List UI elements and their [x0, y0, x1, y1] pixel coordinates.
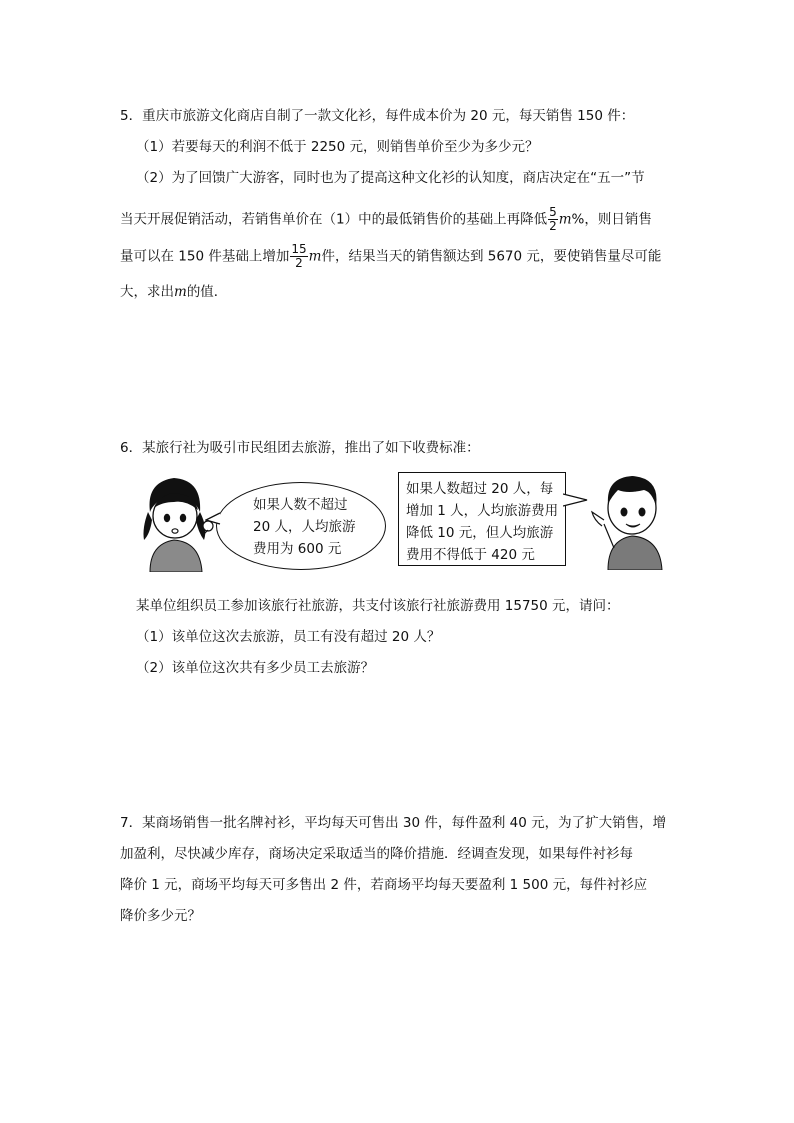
q6-line-2: 某单位组织员工参加该旅行社旅游，共支付该旅行社旅游费用 15750 元，请问：	[136, 598, 620, 614]
q5-line-4-text-a: 当天开展促销活动，若销售单价在（1）中的最低销售价的基础上再降低	[120, 211, 548, 228]
q5-line-6-text-b: 的值．	[186, 284, 228, 300]
fraction-denominator: 2	[295, 256, 303, 270]
q7-line-1: 7．某商场销售一批名牌衬衫，平均每天可售出 30 件，每件盈利 40 元，为了扩大销售，增	[120, 815, 667, 831]
bubble-right-line-3: 降低 10 元，但人均旅游	[406, 525, 554, 541]
bubble-left-line-1: 如果人数不超过	[253, 497, 348, 513]
q6-line-4: （2）该单位这次共有多少员工去旅游？	[136, 660, 375, 676]
q5-line-4-text-b: %，则日销售	[571, 211, 652, 228]
variable-m: m	[174, 284, 187, 300]
q5-line-6	[120, 280, 227, 300]
bubble-right-line-4: 费用不得低于 420 元	[406, 547, 535, 563]
q5-line-1: 5．重庆市旅游文化商店自制了一款文化衫，每件成本价为 20 元，每天销售 150 件：	[120, 108, 635, 124]
fraction-numerator: 15	[291, 242, 307, 256]
bubble-left-line-3: 费用为 600 元	[253, 541, 342, 557]
q5-line-6-text-a: 大，求出	[120, 284, 174, 300]
speech-bubble-left-tail	[205, 512, 221, 526]
q5-line-5-text-b: 件，结果当天的销售额达到 5670 元，要使销售量尽可能	[321, 248, 662, 265]
fraction-5-over-2	[548, 206, 558, 233]
bubble-right-line-2: 增加 1 人，人均旅游费用	[406, 503, 559, 519]
q5-line-5-text-a: 量可以在 150 件基础上增加	[120, 248, 290, 265]
variable-m: m	[558, 211, 572, 228]
q6-line-1: 6．某旅行社为吸引市民组团去旅游，推出了如下收费标准：	[120, 440, 480, 456]
q7-line-3: 降价 1 元，商场平均每天可多售出 2 件，若商场平均每天要盈利 1 500 元，每件衬衫应	[120, 877, 648, 893]
speech-bubble-right-tail	[563, 492, 589, 508]
q5-line-2: （1）若要每天的利润不低于 2250 元，则销售单价至少为多少元？	[136, 139, 539, 155]
q6-line-3: （1）该单位这次去旅游，员工有没有超过 20 人？	[136, 629, 441, 645]
bubble-left-line-2: 20 人，人均旅游	[253, 519, 356, 535]
fraction-numerator: 5	[549, 205, 557, 219]
q5-line-4	[120, 206, 652, 233]
q5-line-5	[120, 243, 661, 270]
bubble-right-line-1: 如果人数超过 20 人，每	[406, 481, 554, 497]
boy-illustration	[588, 468, 670, 570]
variable-m: m	[308, 248, 322, 265]
q5-line-3: （2）为了回馈广大游客，同时也为了提高这种文化衫的认知度，商店决定在“五一”节	[136, 170, 645, 186]
q7-line-2: 加盈利，尽快减少库存，商场决定采取适当的降价措施．经调查发现，如果每件衬衫每	[120, 846, 633, 862]
fraction-15-over-2	[290, 243, 307, 270]
fraction-denominator: 2	[549, 219, 557, 233]
q7-line-4: 降价多少元？	[120, 908, 201, 924]
